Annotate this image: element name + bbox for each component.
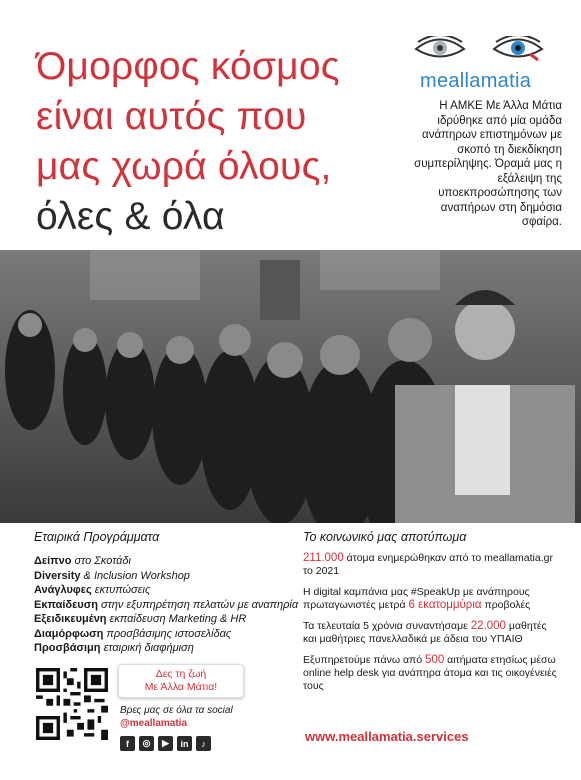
program-item	[34, 598, 299, 613]
stat-number: 211.000	[303, 552, 344, 564]
program-desc: προσβάσιμης ιστοσελίδας	[106, 627, 232, 640]
social-text	[120, 705, 244, 730]
program-desc: εκτυπώσεις	[94, 584, 151, 596]
program-name: Προσβάσιμη	[34, 642, 101, 654]
instagram-icon[interactable]: ◎	[139, 736, 154, 751]
impact-stat	[303, 586, 558, 612]
cta-line-1: Δες τη ζωή	[155, 668, 207, 680]
facebook-icon[interactable]: f	[120, 736, 135, 751]
program-desc: εκπαίδευση Marketing & HR	[109, 613, 247, 625]
stat-number: 500	[425, 654, 445, 666]
qr-code[interactable]	[36, 668, 108, 740]
social-label: Βρες μας σε όλα τα social	[120, 705, 233, 716]
group-photo	[0, 250, 581, 523]
website-link[interactable]: www.meallamatia.services	[305, 729, 469, 744]
stat-number: 22.000	[470, 620, 506, 632]
program-name: Diversity	[34, 569, 81, 582]
program-name: Διαμόρφωση	[34, 627, 104, 640]
stat-text: Τα τελευταία 5 χρόνια συναντήσαμε	[303, 620, 468, 632]
program-item	[34, 569, 284, 584]
program-desc: στο Σκοτάδι	[74, 555, 131, 567]
eye-icon	[414, 36, 466, 62]
impact-stat	[303, 654, 558, 693]
youtube-icon[interactable]: ▶	[158, 736, 173, 751]
headline-line-2: είναι αυτός που	[36, 95, 307, 138]
program-desc: & Inclusion Workshop	[83, 569, 190, 582]
impact-stat	[303, 620, 558, 646]
headline-line-4: όλες & όλα	[36, 195, 225, 238]
program-name: Εκπαίδευση	[34, 598, 98, 611]
headline-line-3: μας χωρά όλους,	[36, 145, 332, 188]
impact-title: Το κοινωνικό μας αποτύπωμα	[303, 530, 467, 544]
linkedin-icon[interactable]: in	[177, 736, 192, 751]
cta-line-2: Με Άλλα Μάτια!	[144, 681, 218, 693]
program-name: Δείπνο	[34, 555, 72, 567]
impact-section	[303, 530, 558, 701]
program-item	[34, 583, 284, 598]
program-name: Ανάγλυφες	[34, 584, 92, 596]
brand-name: meallamatia	[420, 70, 532, 92]
eyes-logo	[414, 36, 570, 62]
about-text: Η ΑΜΚΕ Με Άλλα Μάτια ιδρύθηκε από μία ομάδα ανάπηρων επιστημόνων με σκοπό τη διεκδίκηση συμπερίληψης. Όραμά μας η εξάλειψη της υποεκπροσώπησης των αναπήρων στη δημόσια σφαίρα.	[414, 100, 562, 228]
program-name: Εξειδικευμένη	[34, 613, 107, 625]
headline	[36, 42, 416, 242]
stat-number: 6 εκατομμύρια	[408, 599, 482, 611]
impact-stat	[303, 552, 558, 578]
stat-text: προβολές	[484, 599, 531, 611]
program-desc: εταιρική διαφήμιση	[103, 642, 194, 654]
programs-title: Εταιρικά Προγράμματα	[34, 530, 160, 544]
stat-text: Η digital καμπάνια μας #SpeakUp με ανάπηρους πρωταγωνιστές μετρά	[303, 586, 530, 611]
stat-text: Εξυπηρετούμε πάνω από	[303, 654, 423, 666]
program-item	[34, 612, 284, 627]
cta-badge	[118, 664, 244, 698]
social-box	[118, 664, 244, 751]
program-item	[34, 641, 284, 656]
program-item	[34, 627, 284, 642]
stat-text: άτομα ενημερώθηκαν από το meallamatia.gr το 2021	[303, 552, 553, 577]
tiktok-icon[interactable]: ♪	[196, 736, 211, 751]
eye-icon	[492, 36, 544, 62]
stat-text: αιτήματα ετησίως μέσω online help desk για ανάπηρα άτομα και τις οικογένειές τους	[303, 654, 557, 692]
programs-section	[34, 530, 299, 656]
people-photo-image	[0, 250, 581, 523]
program-desc: στην εξυπηρέτηση πελατών με αναπηρία	[101, 598, 299, 611]
program-item	[34, 554, 284, 569]
stat-text: μαθητές και μαθήτριες πανελλαδικά με άδεια του ΥΠΑΙΘ	[303, 620, 547, 645]
social-handle[interactable]: @meallamatia	[120, 717, 188, 729]
brand-logo	[410, 36, 570, 93]
social-icons	[120, 736, 244, 751]
headline-line-1: Όμορφος κόσμος	[36, 45, 340, 88]
